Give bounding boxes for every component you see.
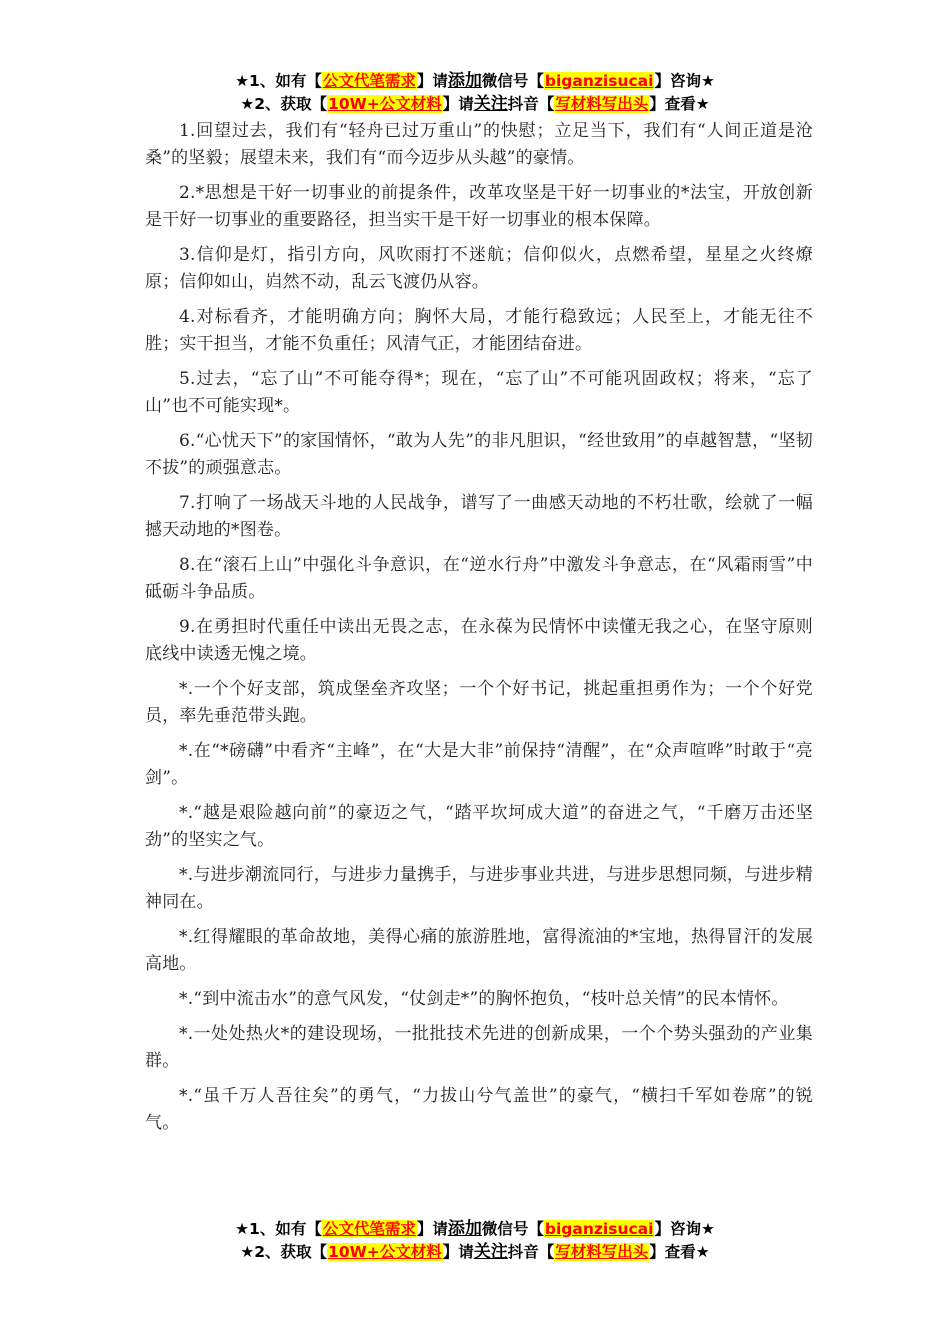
paragraph-14: *.红得耀眼的革命故地，美得心痛的旅游胜地，富得流油的*宝地，热得冒汗的发展高地。 [145,927,813,974]
service-highlight: 公文代笔需求 [322,72,416,90]
banner-text: 】请 [416,72,448,90]
paragraph-17: *.“虽千万人吾往矣”的勇气，“力拔山兮气盖世”的豪气，“横扫千军如卷席”的锐气。 [145,1086,813,1133]
paragraph-2: 2.*思想是干好一切事业的前提条件，改革攻坚是干好一切事业的*法宝，开放创新是干好一切事业的重要路径，担当实干是干好一切事业的根本保障。 [145,183,813,230]
paragraph-6: 6.“心忧天下”的家国情怀，“敢为人先”的非凡胆识，“经世致用”的卓越智慧，“坚韧不拔”的顽强意志。 [145,431,813,478]
banner-text: 1、如有【 [249,72,322,90]
wechat-id-highlight: biganzisucai [544,72,654,90]
banner-text: 1、如有【 [249,1220,322,1238]
follow-emphasis: 关注 [473,1242,508,1262]
header-banner [0,70,950,116]
banner-text: 】查看★ [649,95,710,113]
banner-text: 】查看★ [649,1243,710,1261]
paragraph-12: *.“越是艰险越向前”的豪迈之气，“踏平坎坷成大道”的奋进之气，“千磨万击还坚劲”的坚实之气。 [145,803,813,850]
paragraph-16: *.一处处热火*的建设现场，一批批技术先进的创新成果，一个个势头强劲的产业集群。 [145,1024,813,1071]
paragraph-7: 7.打响了一场战天斗地的人民战争，谱写了一曲感天动地的不朽壮歌，绘就了一幅撼天动地的*图卷。 [145,493,813,540]
wechat-id-highlight: biganzisucai [544,1220,654,1238]
banner-line-2 [0,93,950,116]
banner-text: 】请 [442,95,474,113]
paragraph-11: *.在“*磅礴”中看齐“主峰”，在“大是大非”前保持“清醒”，在“众声喧哗”时敢于“亮剑”。 [145,741,813,788]
banner-text: 抖音【 [507,95,555,113]
banner-text: 抖音【 [507,1243,555,1261]
document-body [145,118,813,1145]
paragraph-9: 9.在勇担时代重任中读出无畏之志，在永葆为民情怀中读懂无我之心，在坚守原则底线中读透无愧之境。 [145,617,813,664]
banner-text: 】咨询★ [654,1220,715,1238]
douyin-id-highlight: 写材料写出头 [555,1243,649,1261]
materials-highlight: 10W+公文材料 [328,1243,442,1261]
banner-line-1 [0,70,950,93]
banner-text: 】请 [416,1220,448,1238]
banner-text: 微信号【 [481,1220,544,1238]
paragraph-13: *.与进步潮流同行，与进步力量携手，与进步事业共进，与进步思想同频，与进步精神同在。 [145,865,813,912]
banner-text: 】请 [442,1243,474,1261]
materials-highlight: 10W+公文材料 [328,95,442,113]
star-icon: ★ [240,95,255,113]
paragraph-10: *.一个个好支部，筑成堡垒齐攻坚；一个个好书记，挑起重担勇作为；一个个好党员，率先垂范带头跑。 [145,679,813,726]
paragraph-4: 4.对标看齐，才能明确方向；胸怀大局，才能行稳致远；人民至上，才能无往不胜；实干担当，才能不负重任；风清气正，才能团结奋进。 [145,307,813,354]
paragraph-3: 3.信仰是灯，指引方向，风吹雨打不迷航；信仰似火，点燃希望，星星之火终燎原；信仰如山，岿然不动，乱云飞渡仍从容。 [145,245,813,292]
star-icon: ★ [235,72,250,90]
douyin-id-highlight: 写材料写出头 [555,95,649,113]
banner-line-1 [0,1218,950,1241]
follow-emphasis: 关注 [473,94,508,114]
footer-banner [0,1218,950,1264]
banner-line-2 [0,1241,950,1264]
paragraph-15: *.“到中流击水”的意气风发，“仗剑走*”的胸怀抱负，“枝叶总关情”的民本情怀。 [179,989,789,1009]
add-emphasis: 添加 [447,71,482,91]
banner-text: 2、获取【 [254,95,328,113]
banner-text: 2、获取【 [254,1243,328,1261]
service-highlight: 公文代笔需求 [322,1220,416,1238]
banner-text: 微信号【 [481,72,544,90]
paragraph-8: 8.在“滚石上山”中强化斗争意识，在“逆水行舟”中激发斗争意志，在“风霜雨雪”中砥砺斗争品质。 [145,555,813,602]
banner-text: 】咨询★ [654,72,715,90]
paragraph-5: 5.过去，“忘了山”不可能夺得*；现在，“忘了山”不可能巩固政权；将来，“忘了山”也不可能实现*。 [145,369,813,416]
paragraph-1: 1.回望过去，我们有“轻舟已过万重山”的快慰；立足当下，我们有“人间正道是沧桑”的坚毅；展望未来，我们有“而今迈步从头越”的豪情。 [145,121,813,168]
star-icon: ★ [235,1220,250,1238]
star-icon: ★ [240,1243,255,1261]
add-emphasis: 添加 [447,1219,482,1239]
